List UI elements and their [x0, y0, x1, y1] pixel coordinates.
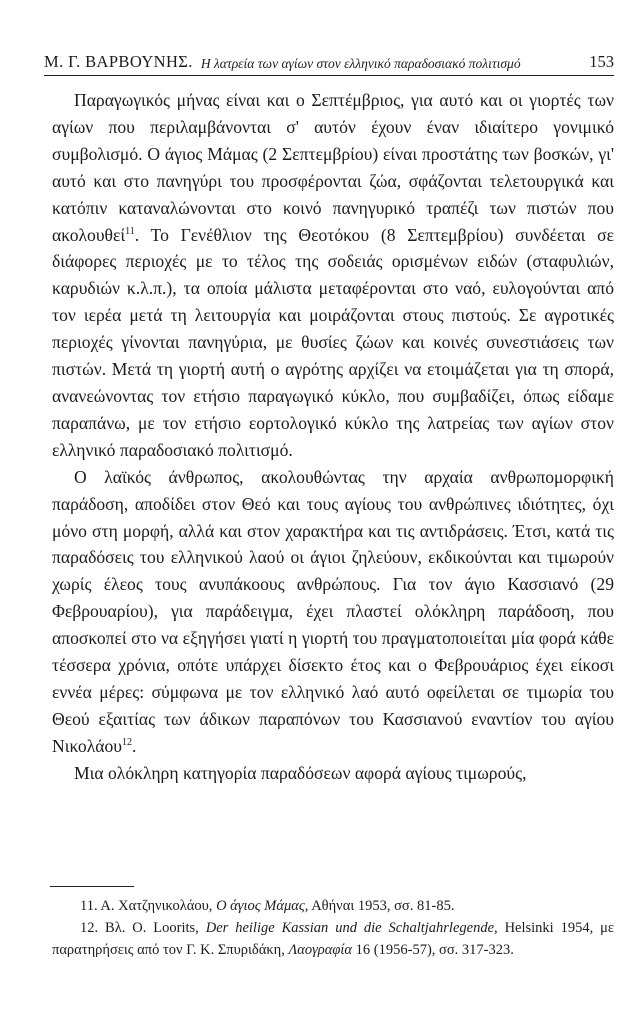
- paragraph-2: [52, 464, 614, 760]
- header-title: Η λατρεία των αγίων στον ελληνικό παραδοσιακό πολιτισμό: [200, 56, 521, 71]
- paragraph-1: [52, 87, 614, 464]
- paragraph-1-text-a: Παραγωγικός μήνας είναι και ο Σεπτέμβριος, για αυτό και οι γιορτές των αγίων που περιλαμβάνονται σ' αυτόν έχουν έναν ιδιαίτερο γονιμικό συμβολισμό. Ο άγιος Μάμας (2 Σεπτεμβρίου) είναι προστάτης των βοσκών, γι' αυτό και στο πανηγύρι του προσφέρονται ζώα, σφάζονται τελετουργικά και κατόπιν καταναλώνονται στο κοινό πανηγυρικό τραπέζι των πιστών που ακολουθεί: [52, 90, 614, 245]
- footnote-11-author: Α. Χατζηνικολάου,: [100, 898, 213, 914]
- footnote-12-rest: 16 (1956-57), σσ. 317-323.: [355, 942, 514, 958]
- page-number: 153: [589, 52, 614, 71]
- footnote-ref-11[interactable]: 11: [125, 225, 135, 237]
- footnote-12-mid: Helsinki 1954, με παρατηρήσεις από τον Γ. Κ. Σπυριδάκη,: [52, 920, 615, 958]
- header-author: Μ. Γ. ΒΑΡΒΟΥΝΗΣ.: [44, 52, 193, 71]
- footnote-12: [52, 917, 614, 961]
- paragraph-2-text-b: .: [131, 735, 137, 756]
- paragraph-2-text-a: Ο λαϊκός άνθρωπος, ακολουθώντας την αρχαία ανθρωπομορφική παράδοση, αποδίδει στον Θεό και τους αγίους του ανθρώπινες ιδιότητες, όχι μόνο στη μορφή, αλλά και στον χαρακτήρα και τις αντιδράσεις. Έτσι, κατά τις παραδόσεις του ελληνικού λαού οι άγιοι ζηλεύουν, εκδικούνται και τιμωρούν χωρίς έλεος τους ανυπάκοους ανθρώπους. Για τον άγιο Κασσιανό (29 Φεβρουαρίου), για παράδειγμα, έχει πλαστεί ολόκληρη παράδοση, που αποσκοπεί στο να εξηγήσει γιατί η γιορτή του πραγματοποιείται μία φορά κάθε τέσσερα χρόνια, οπότε υπάρχει δίσεκτο έτος και ο Φεβρουάριος έχει είκοσι εννέα μέρες: σύμφωνα με τον ελληνικό λαό αυτό οφείλεται σε τιμωρία του Θεού εξαιτίας των άδικων παραπόνων του Κασσιανού εναντίον του αγίου Νικολάου: [52, 466, 614, 756]
- footnote-divider: [50, 886, 134, 887]
- paragraph-3: Μια ολόκληρη κατηγορία παραδόσεων αφορά αγίους τιμωρούς,: [74, 762, 527, 783]
- footnote-11-rest: Αθήναι 1953, σσ. 81-85.: [311, 898, 455, 914]
- footnote-12-lead: Βλ. Ο. Loorits,: [105, 920, 199, 936]
- footnotes: [52, 895, 614, 961]
- footnote-11: [52, 895, 614, 917]
- footnote-12-journal: Λαογραφία: [288, 942, 353, 958]
- footnote-11-title: Ο άγιος Μάμας,: [216, 898, 309, 914]
- footnote-12-number: 12.: [80, 920, 99, 936]
- footnote-12-title: Der heilige Kassian und die Schaltjahrlegende,: [205, 920, 498, 936]
- footnote-ref-12[interactable]: 12: [121, 736, 132, 748]
- body-text: [52, 87, 614, 787]
- running-header: [44, 44, 614, 76]
- footnote-11-number: 11.: [80, 898, 98, 914]
- paragraph-1-text-b: . Το Γενέθλιον της Θεοτόκου (8 Σεπτεμβρίου) συνδέεται σε διάφορες περιοχές με το τέλος της σοδειάς ορισμένων ειδών (σταφυλιών, καρυδιών κ.λ.π.), τα οποία μάλιστα μεταφέρονται στο ναό, ευλογούνται από τον ιερέα μετά τη λειτουργία και μοιράζονται στους πιστούς. Σε αγροτικές περιοχές γίνονται πανηγύρια, με θυσίες ζώων και κοινές συνεστιάσεις των πιστών. Μετά τη γιορτή αυτή ο αγρότης αρχίζει να ετοιμάζεται για τη σπορά, ανανεώνοντας τον ετήσιο παραγωγικό κύκλο, που συμβαδίζει, όπως είδαμε παραπάνω, με τον ετήσιο εορτολογικό κύκλο της λατρείας των αγίων στον ελληνικό παραδοσιακό πολιτισμό.: [52, 224, 614, 460]
